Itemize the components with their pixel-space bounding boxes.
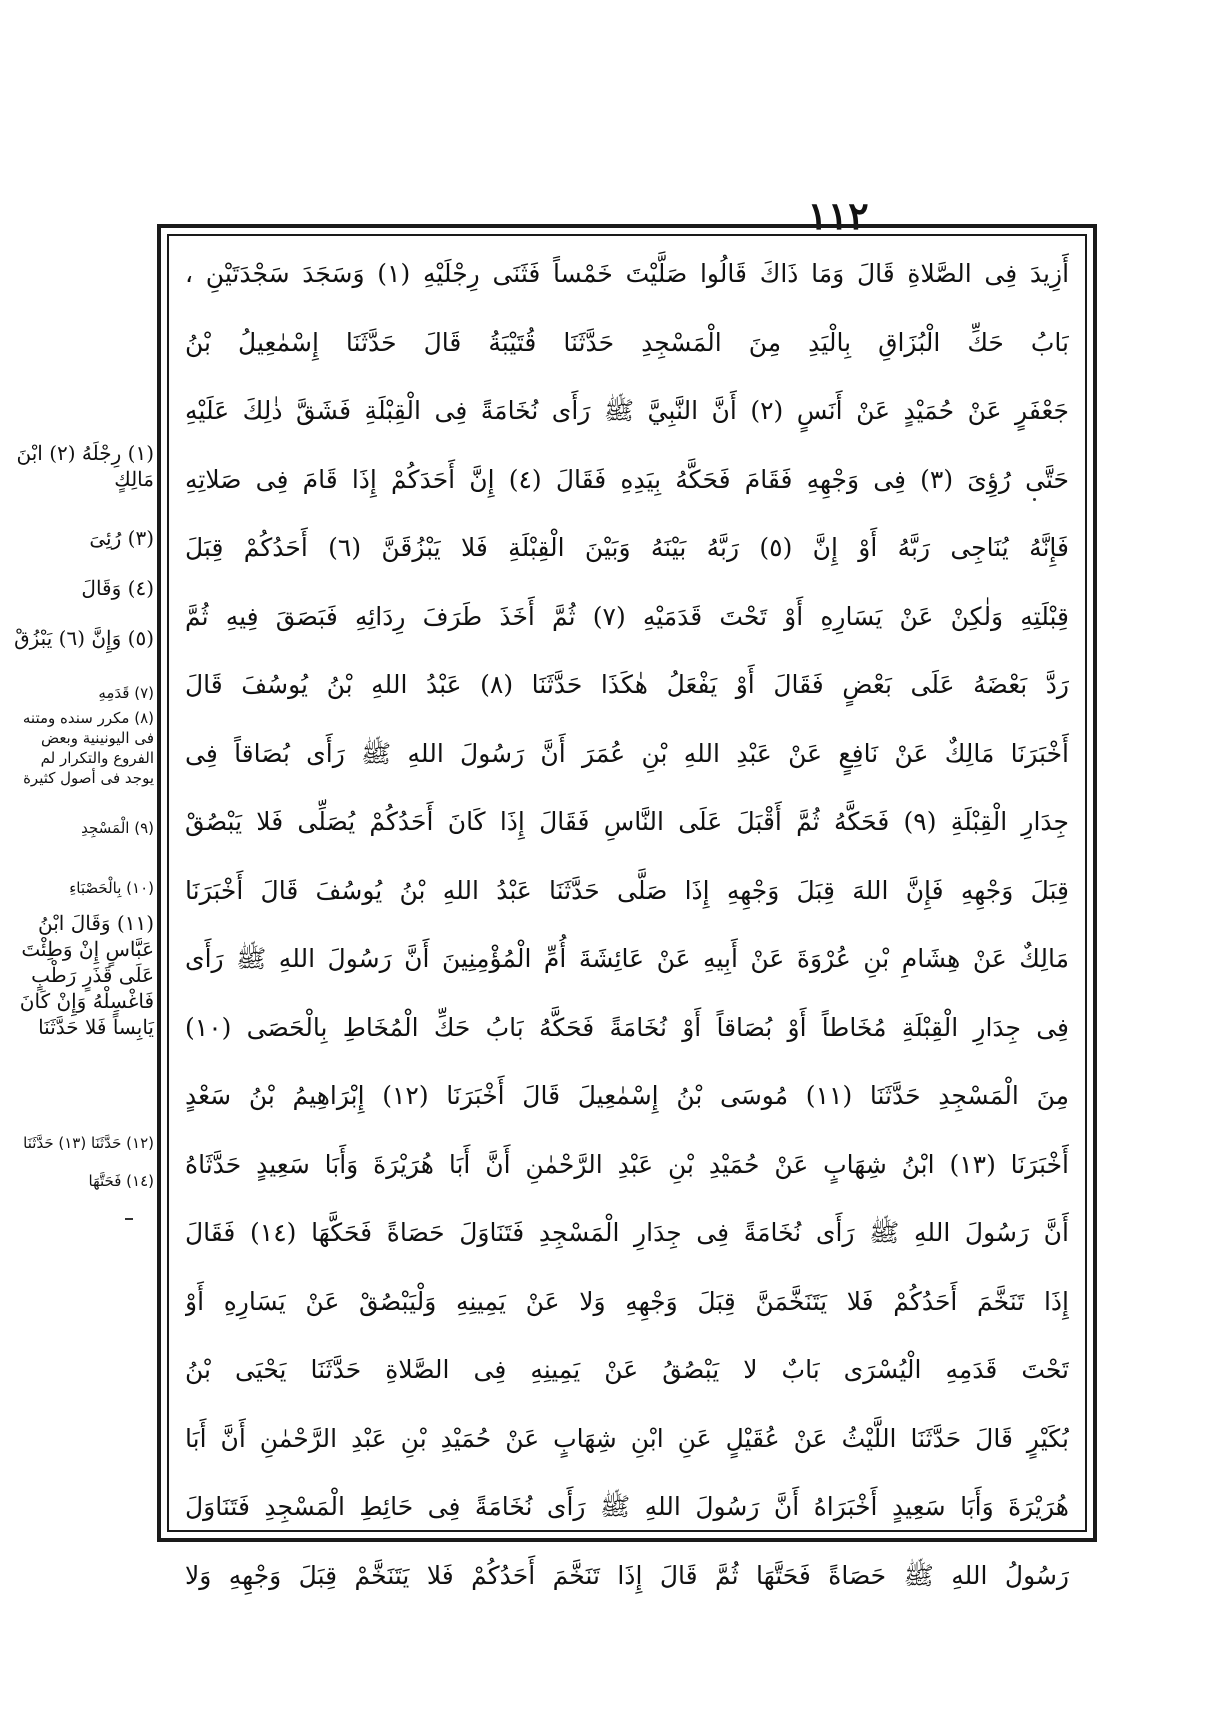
scan-speck	[125, 1218, 133, 1220]
text-line: فِى جِدَارِ الْقِبْلَةِ مُخَاطاً أَوْ بُصَاقاً أَوْ نُخَامَةً فَحَكَّهُ بَابُ حَكِّ الْمُخَاطِ بِالْحَصَى (١٠)	[185, 1012, 1069, 1042]
text-line: جَعْفَرٍ عَنْ حُمَيْدٍ عَنْ أَنَسٍ (٢) أَنَّ النَّبِيَّ ﷺ رَأَى نُخَامَةً فِى الْقِبْلَةِ فَشَقَّ ذٰلِكَ عَلَيْهِ	[185, 396, 1069, 425]
margin-notes	[14, 400, 154, 1510]
text-line: أَخْبَرَنَا مَالِكٌ عَنْ نَافِعٍ عَنْ عَبْدِ اللهِ بْنِ عُمَرَ أَنَّ رَسُولَ اللهِ ﷺ رَأَى بُصَاقاً فِى	[185, 738, 1069, 768]
text-line: قِبَلَ وَجْهِهِ فَإِنَّ اللهَ قِبَلَ وَجْهِهِ إِذَا صَلَّى حَدَّثَنَا عَبْدُ اللهِ بْنُ يُوسُفَ قَالَ أَخْبَرَنَا	[185, 875, 1069, 905]
text-line: أَزِيدَ فِى الصَّلاةِ قَالَ وَمَا ذَاكَ قَالُوا صَلَّيْتَ خَمْساً فَثَنَى رِجْلَيْهِ (١) وَسَجَدَ سَجْدَتَيْنِ ،	[185, 259, 1069, 288]
main-text-block	[185, 240, 1069, 1590]
text-line: بُكَيْرٍ قَالَ حَدَّثَنَا اللَّيْثُ عَنْ عُقَيْلٍ عَنِ ابْنِ شِهَابٍ عَنْ حُمَيْدِ بْنِ عَبْدِ الرَّحْمٰنِ أَنَّ أَبَا	[185, 1423, 1069, 1453]
text-line: حَتَّى رُؤِىَ (٣) فِى وَجْهِهِ فَقَامَ فَحَكَّهُ بِيَدِهِ فَقَالَ (٤) إِنَّ أَحَدَكُمْ إِذَا قَامَ فِى صَلاتِهِ	[185, 464, 1069, 494]
text-line: قِبْلَتِهِ وَلٰكِنْ عَنْ يَسَارِهِ أَوْ تَحْتَ قَدَمَيْهِ (٧) ثُمَّ أَخَذَ طَرَفَ رِدَائِهِ فَبَصَقَ فِيهِ ثُمَّ	[185, 601, 1069, 631]
scan-speck	[1033, 498, 1036, 501]
text-line: رَدَّ بَعْضَهُ عَلَى بَعْضٍ فَقَالَ أَوْ يَفْعَلُ هٰكَذَا حَدَّثَنَا (٨) عَبْدُ اللهِ بْنُ يُوسُفَ قَالَ	[185, 670, 1069, 699]
text-line: إِذَا تَنَخَّمَ أَحَدُكُمْ فَلا يَتَنَخَّمَنَّ قِبَلَ وَجْهِهِ وَلا عَنْ يَمِينِهِ وَلْيَبْصُقْ عَنْ يَسَارِهِ أَوْ	[185, 1286, 1069, 1316]
margin-note: (١٤) فَحَتَّهَا	[88, 1172, 154, 1190]
margin-note: (٣) رُئِىَ	[89, 526, 154, 550]
text-line: مِنَ الْمَسْجِدِ حَدَّثَنَا (١١) مُوسَى بْنُ إِسْمٰعِيلَ قَالَ أَخْبَرَنَا (١٢) إِبْرَاهِيمُ بْنُ سَعْدٍ	[185, 1081, 1069, 1110]
margin-note: (١٢) حَدَّثَنَا (١٣) حَدَّثَنَا	[23, 1134, 154, 1152]
margin-note: (٩) الْمَسْجِدِ	[81, 819, 154, 837]
text-line: فَإِنَّهُ يُنَاجِى رَبَّهُ أَوْ إِنَّ (٥) رَبَّهُ بَيْنَهُ وَبَيْنَ الْقِبْلَةِ فَلا يَبْزُقَنَّ (٦) أَحَدُكُمْ قِبَلَ	[185, 533, 1069, 562]
text-line: أَخْبَرَنَا (١٣) ابْنُ شِهَابٍ عَنْ حُمَيْدِ بْنِ عَبْدِ الرَّحْمٰنِ أَنَّ أَبَا هُرَيْرَةَ وَأَبَا سَعِيدٍ حَدَّثَاهُ	[185, 1149, 1069, 1179]
text-line: تَحْتَ قَدَمِهِ الْيُسْرَى بَابٌ لا يَبْصُقُ عَنْ يَمِينِهِ فِى الصَّلاةِ حَدَّثَنَا يَحْيَى بْنُ	[185, 1355, 1069, 1384]
margin-note: (٨) مكرر سنده ومتنه فى اليونينية وبعض الفروع والتكرار لم يوجد فى أصول كثيرة	[22, 709, 154, 787]
page-number: ١١٢	[807, 193, 869, 238]
text-line: مَالِكٌ عَنْ هِشَامِ بْنِ عُرْوَةَ عَنْ أَبِيهِ عَنْ عَائِشَةَ أُمِّ الْمُؤْمِنِينَ أَنَّ رَسُولَ اللهِ ﷺ رَأَى	[185, 944, 1069, 973]
text-line: أَنَّ رَسُولَ اللهِ ﷺ رَأَى نُخَامَةً فِى جِدَارِ الْمَسْجِدِ فَتَنَاوَلَ حَصَاةً فَحَكَّهَا (١٤) فَقَالَ	[185, 1218, 1069, 1247]
margin-note: (١١) وَقَالَ ابْنُ عَبَّاسٍ إِنْ وَطِئْتَ عَلَى قَذَرٍ رَطْبٍ فَاغْسِلْهُ وَإِنْ كَانَ يَابِساً فَلا حَدَّثَنَا	[19, 911, 154, 1039]
margin-note: (١٠) بِالْحَصْبَاءِ	[69, 879, 154, 897]
margin-note: (١) رِجْلَهُ (٢) ابْنَ مَالِكٍ	[16, 441, 154, 491]
text-line: جِدَارِ الْقِبْلَةِ (٩) فَحَكَّهُ ثُمَّ أَقْبَلَ عَلَى النَّاسِ فَقَالَ إِذَا كَانَ أَحَدُكُمْ يُصَلِّى فَلا يَبْصُقْ	[185, 807, 1069, 836]
margin-note: (٤) وَقَالَ	[81, 576, 154, 600]
margin-note: (٧) قَدَمِهِ	[98, 684, 154, 702]
text-line: هُرَيْرَةَ وَأَبَا سَعِيدٍ أَخْبَرَاهُ أَنَّ رَسُولَ اللهِ ﷺ رَأَى نُخَامَةً فِى حَائِطِ الْمَسْجِدِ فَتَنَاوَلَ	[185, 1492, 1069, 1521]
margin-note: (٥) وَإِنَّ (٦) يَبْزُقْ	[14, 626, 154, 650]
text-line: رَسُولُ اللهِ ﷺ حَصَاةً فَحَتَّهَا ثُمَّ قَالَ إِذَا تَنَخَّمَ أَحَدُكُمْ فَلا يَتَنَخَّمْ قِبَلَ وَجْهِهِ وَلا	[185, 1560, 1069, 1590]
text-line: بَابُ حَكِّ الْبُزَاقِ بِالْيَدِ مِنَ الْمَسْجِدِ حَدَّثَنَا قُتَيْبَةُ قَالَ حَدَّثَنَا إِسْمٰعِيلُ بْنُ	[185, 327, 1069, 357]
